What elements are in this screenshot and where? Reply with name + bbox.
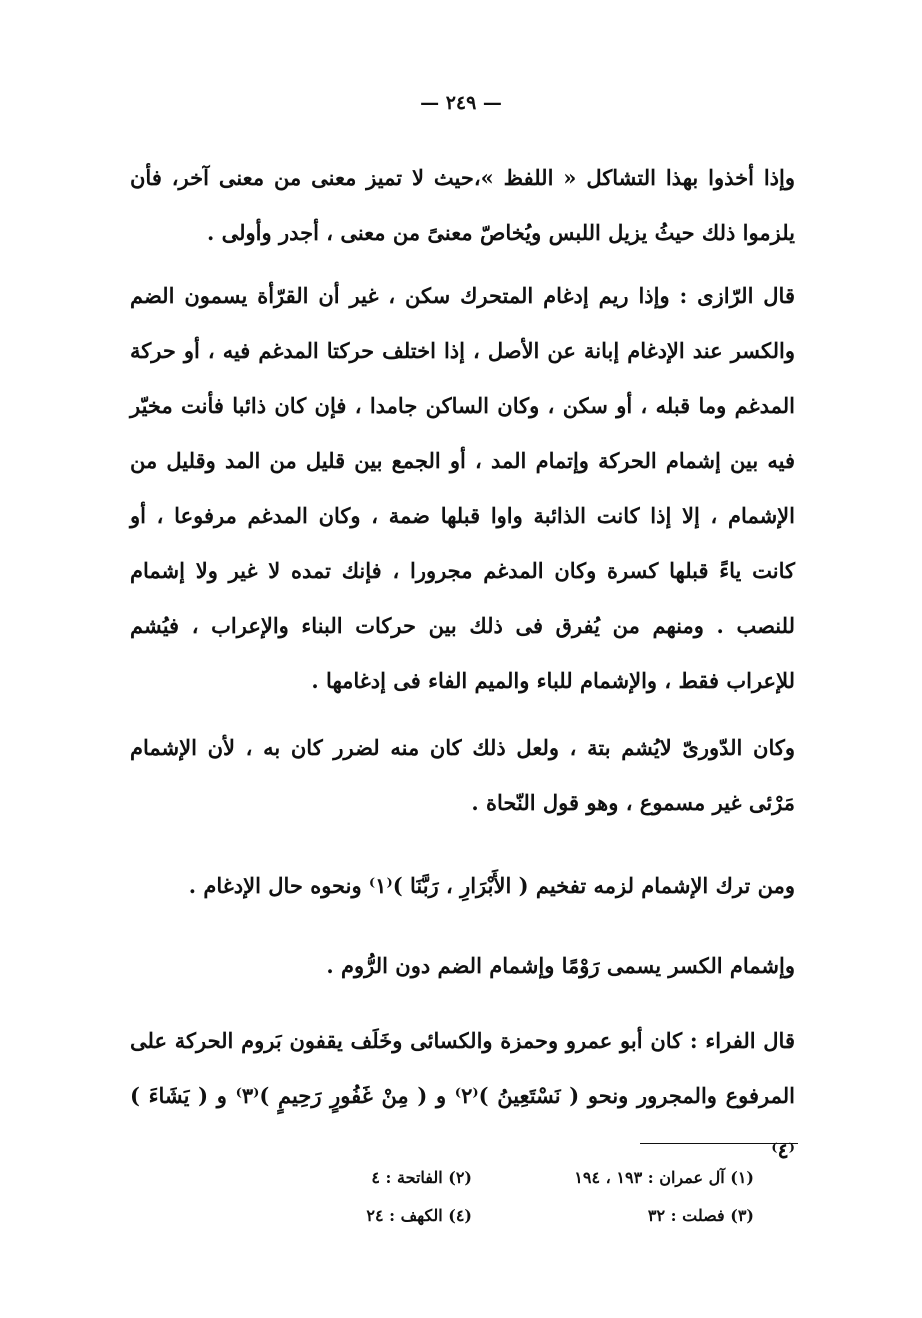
paragraph-2: قال الرّازى : وإذا ريم إدغام المتحرك سكن ، غير أن القرّأة يسمون الضم والكسر عند الإدغام إبانة عن الأصل ، إذا اختلف حركتا المدغم فيه ، أو حركة المدغم وما قبله ، أو سكن ، وكان الساكن جامدا ، فإن كان ذائبا فأنت مخيّر فيه بين إشمام الحركة وإتمام المد ، أو الجمع بين قليل من المد وقليل من الإشمام ، إلا إذا كانت الذائبة واوا قبلها ضمة ، وكان المدغم مرفوعا ، أو كانت ياءً قبلها كسرة وكان المدغم مجرورا ، فإنك تمده لا غير ولا إشمام للنصب . ومنهم من يُفرق فى ذلك بين حركات البناء والإعراب ، فيُشم للإعراب فقط ، والإشمام للباء والميم الفاء فى إدغامها . xyxy=(130,283,795,693)
footnote-4: (٤) الكهف : ٢٤ xyxy=(366,1206,472,1225)
page-number: — ٢٤٩ — xyxy=(420,92,502,114)
footnote-1: (١) آل عمران : ١٩٣ ، ١٩٤ xyxy=(574,1168,754,1187)
footnote-divider xyxy=(640,1143,798,1144)
paragraph-5: وإشمام الكسر يسمى رَوْمًا وإشمام الضم دون الرُّوم . xyxy=(326,953,795,978)
paragraph-1: وإذا أخذوا بهذا التشاكل « اللفظ »،حيث لا تميز معنى من معنى آخر، فأن يلزموا ذلك حيثُ يزيل اللبس ويُخاصّ معنىً من معنى ، أجدر وأولى . xyxy=(130,165,795,245)
footnote-2: (٢) الفاتحة : ٤ xyxy=(371,1168,472,1187)
footnote-3: (٣) فصلت : ٣٢ xyxy=(647,1206,754,1225)
paragraph-6: قال الفراء : كان أبو عمرو وحمزة والكسائى وخَلَف يقفون بَروم الحركة على المرفوع والمجرور ونحو ( نَسْتَعِينُ )⁽٢⁾ و ( مِنْ غَفُورٍ رَحِيمٍ )⁽٣⁾ و ( يَشَاءَ )⁽٤⁾ xyxy=(130,1028,795,1163)
paragraph-3: وكان الدّورىّ لايُشم بتة ، ولعل ذلك كان منه لضرر كان به ، لأن الإشمام مَرْئى غير مسموع ، وهو قول النّحاة . xyxy=(130,735,795,815)
paragraph-4: ومن ترك الإشمام لزمه تفخيم ( الأَبْرَارِ ، رَبَّنَا )⁽١⁾ ونحوه حال الإدغام . xyxy=(188,873,795,898)
